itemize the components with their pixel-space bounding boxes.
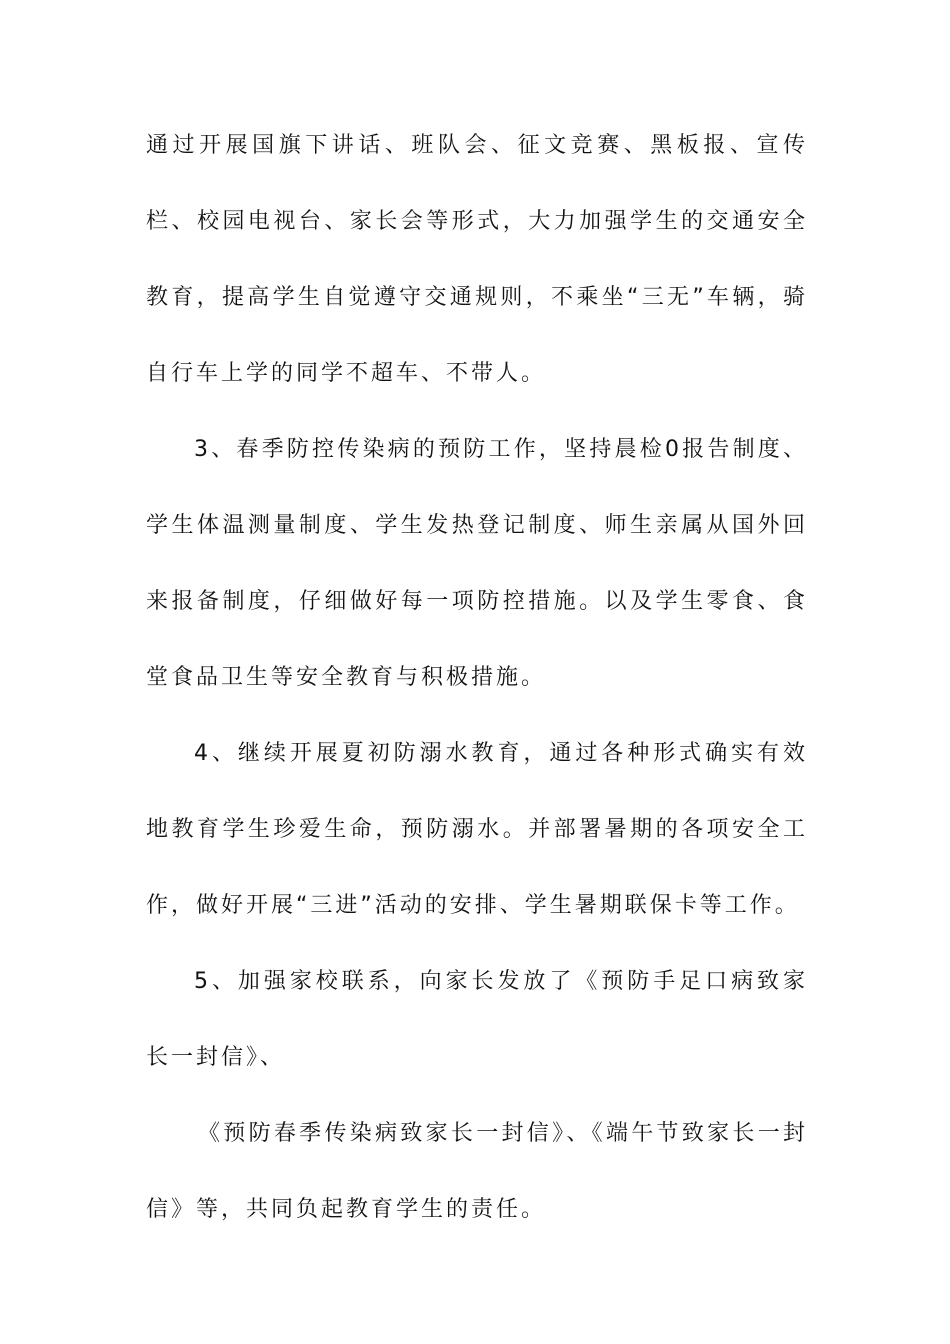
- document-body: [146, 108, 808, 1248]
- paragraph-item-5: 5、加强家校联系，向家长发放了《预防手足口病致家长一封信》、: [146, 969, 808, 1070]
- paragraph-letters: 《预防春季传染病致家长一封信》、《端午节致家长一封信》等，共同负起教育学生的责任。: [146, 1121, 808, 1222]
- paragraph-item-4: 4、继续开展夏初防溺水教育，通过各种形式确实有效地教育学生珍爱生命，预防溺水。并部署暑期的各项安全工作，做好开展“三进”活动的安排、学生暑期联保卡等工作。: [146, 741, 808, 918]
- paragraph-traffic-safety: 通过开展国旗下讲话、班队会、征文竞赛、黑板报、宣传栏、校园电视台、家长会等形式，大力加强学生的交通安全教育，提高学生自觉遵守交通规则，不乘坐“三无”车辆，骑自行车上学的同学不超车、不带人。: [146, 133, 808, 386]
- paragraph-item-3: 3、春季防控传染病的预防工作，坚持晨检0报告制度、学生体温测量制度、学生发热登记制度、师生亲属从国外回来报备制度，仔细做好每一项防控措施。以及学生零食、食堂食品卫生等安全教育与积极措施。: [146, 437, 808, 690]
